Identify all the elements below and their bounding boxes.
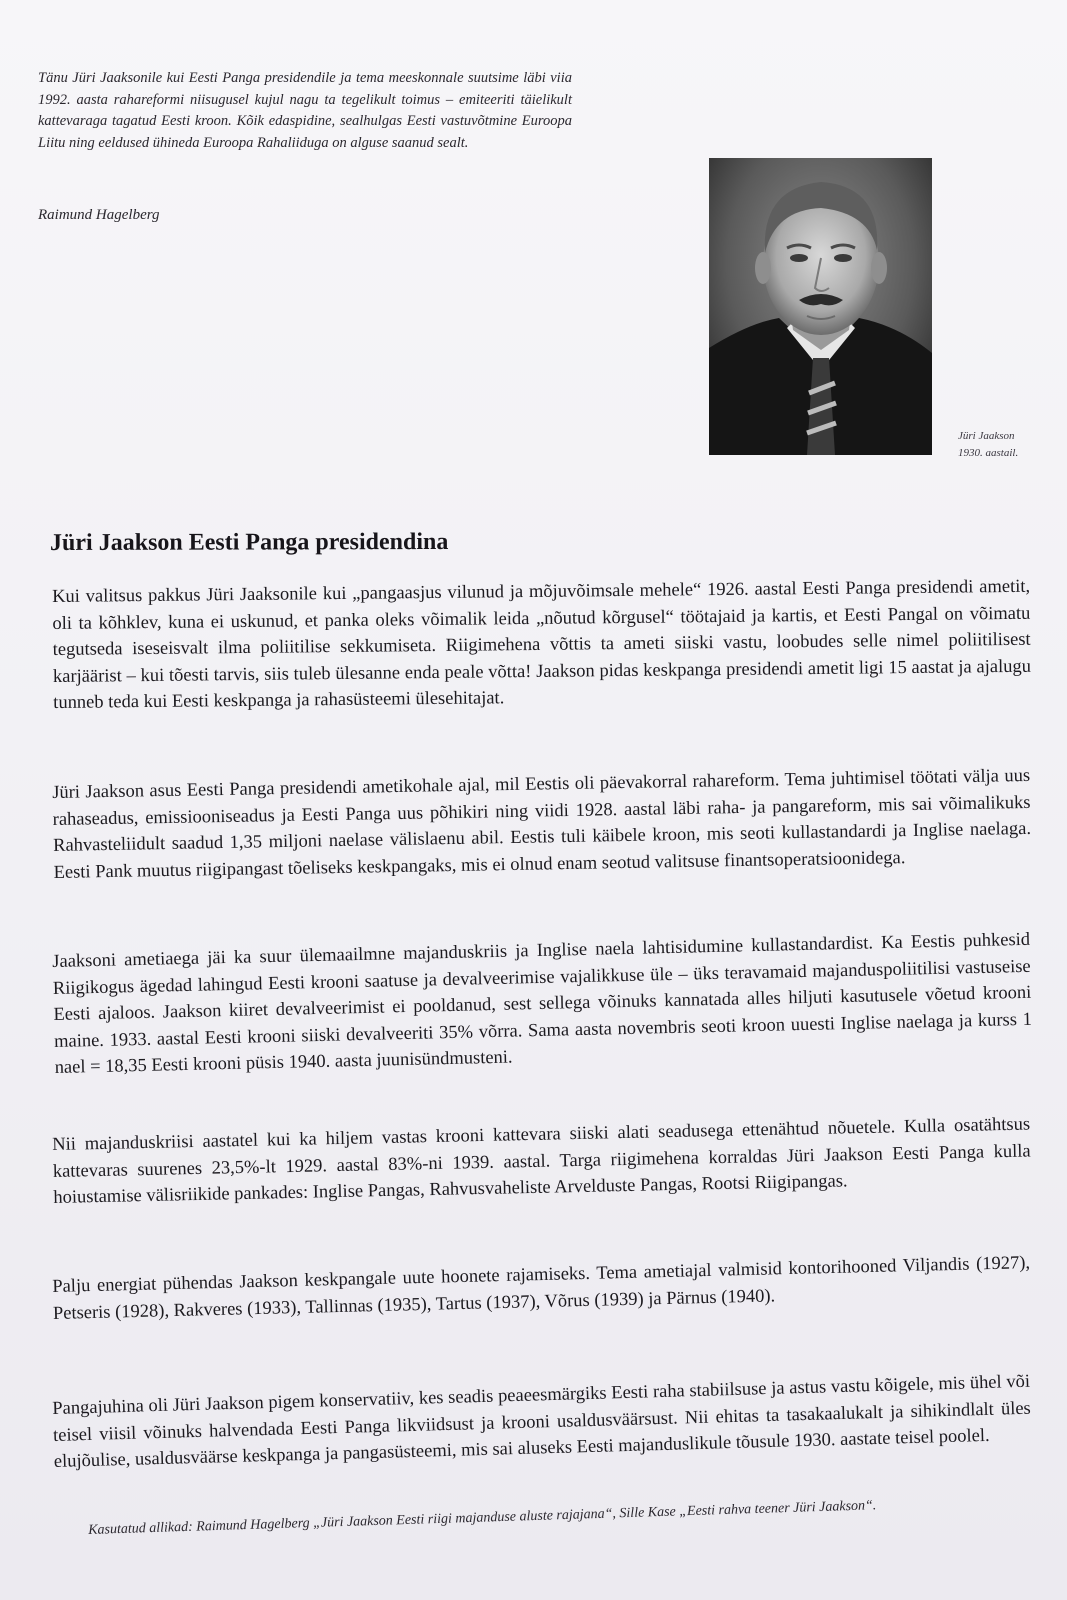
paragraph-1: Kui valitsus pakkus Jüri Jaaksonile kui „pangaasjus vilunud ja mõjuvõimsale mehele“ 1926. aastal Eesti Panga presidendi ametit, oli ta kõhklev, kuna ei uskunud, et panka oleks võimalik leida „nõutud kõrgusel“ töötajaid ja kartis, et Eesti Pangal on võimatu tegutseda iseseisvalt ilma poliitilise sekkumiseta. Riigimehena võttis ta ameti siiski vastu, loobudes selle nimel poliitilisest karjäärist – kui tõesti tarvis, siis tuleb ülesanne enda peale võtta! Jaakson pidas keskpanga presidendi ametit ligi 15 aastat ja ajalugu tunneb teda kui Eesti keskpanga ja rahasüsteemi ülesehitajat.	[52, 576, 1032, 713]
intro-quote: Tänu Jüri Jaaksonile kui Eesti Panga presidendile ja tema meeskonnale suutsime läbi viia 1992. aasta rahareformi niisugusel kujul nagu ta tegelikult toimus – emiteeriti täielikult kattevaraga tagatud Eesti kroon. Kõik edaspidine, sealhulgas Eesti vastuvõtmine Euroopa Liitu ning eeldused ühineda Euroopa Rahaliiduga on alguse saanud sealt.	[38, 70, 572, 151]
caption-date: 1930. aastail.	[958, 447, 1019, 459]
paragraph-2: Jüri Jaakson asus Eesti Panga presidendi ametikohale ajal, mil Eestis oli päevakorral rahareform. Tema juhtimisel töötati välja uus rahaseadus, emissiooniseadus ja Eesti Panga uus põhikiri ning viidi 1928. aastal läbi raha- ja pangareform, mis sai võimalikuks Rahvasteliidult saadud 1,35 miljoni naelase välislaenu abil. Eestis tuli käibele kroon, mis seoti kullastandardi ja Inglise naelaga. Eesti Pank muutus riigipangast tõeliseks keskpangaks, mis ei olnud enam seotud valitsuse finantsoperatsioonidega.	[52, 765, 1032, 883]
paragraph-3: Jaaksoni ametiaega jäi ka suur ülemaailmne majanduskriis ja Inglise naela lahtisidumine kullastandardist. Ka Eestis puhkesid Riigikogus ägedad lahingud Eesti krooni saatuse ja devalveerimise vajalikkuse üle – üks teravamaid majanduspoliitilisi vastuseise Eesti ajaloos. Jaakson kiiret devalveerimist ei pooldanud, sest sellega võinuks kannatada alles hiljuti kasutusele võetud krooni maine. 1933. aastal Eesti krooni siiski devalveeriti 35% võrra. Sama aasta novembris seoti kroon uuesti Inglise naelaga ja kurss 1 nael = 18,35 Eesti krooni püsis 1940. aasta juunisündmusteni.	[52, 929, 1033, 1078]
portrait-photo	[709, 158, 932, 455]
paragraph-4: Nii majanduskriisi aastatel kui ka hiljem vastas krooni kattevara siiski alati seadusega ettenähtud nõuetele. Kulla osatähtsus kattevaras suurenes 23,5%-lt 1929. aastal 83%-ni 1939. aastal. Targa riigimehena korraldas Jüri Jaakson Eesti Panga kulla hoiustamise välisriikide pankades: Inglise Pangas, Rahvusvaheliste Arvelduste Pangas, Rootsi Riigipangas.	[52, 1114, 1031, 1208]
portrait-image	[709, 158, 932, 455]
article-heading: Jüri Jaakson Eesti Panga presidendina	[50, 528, 449, 556]
paragraph-5: Palju energiat pühendas Jaakson keskpangale uute hoonete rajamiseks. Tema ametiajal valmisid kontorihooned Viljandis (1927), Petseris (1928), Rakveres (1933), Tallinnas (1935), Tartus (1937), Võrus (1939) ja Pärnus (1940).	[52, 1253, 1031, 1324]
caption-name: Jüri Jaakson	[958, 430, 1015, 442]
article-body	[52, 576, 1033, 1472]
paragraph-6: Pangajuhina oli Jüri Jaakson pigem konservatiiv, kes seadis peaeesmärgiks Eesti raha stabiilsuse ja astus vastu kõigele, mis ühel või teisel viisil võinuks halvendada Eesti Panga likviidsust ja krooni usaldusväärsust. Nii ehitas ta tasakaalukalt ja sihikindlalt üles elujõulise, usaldusväärse keskpanga ja pangasüsteemi, mis sai aluseks Eesti majanduslikule tõusule 1930. aastate teisel poolel.	[52, 1371, 1032, 1472]
photo-caption	[958, 428, 1038, 462]
quote-author: Raimund Hagelberg	[38, 207, 160, 223]
sources-note: Kasutatud allikad: Raimund Hagelberg „Jüri Jaakson Eesti riigi majanduse aluste rajajana“, Sille Kase „Eesti rahva teener Jüri Jaakson“.	[88, 1498, 877, 1538]
